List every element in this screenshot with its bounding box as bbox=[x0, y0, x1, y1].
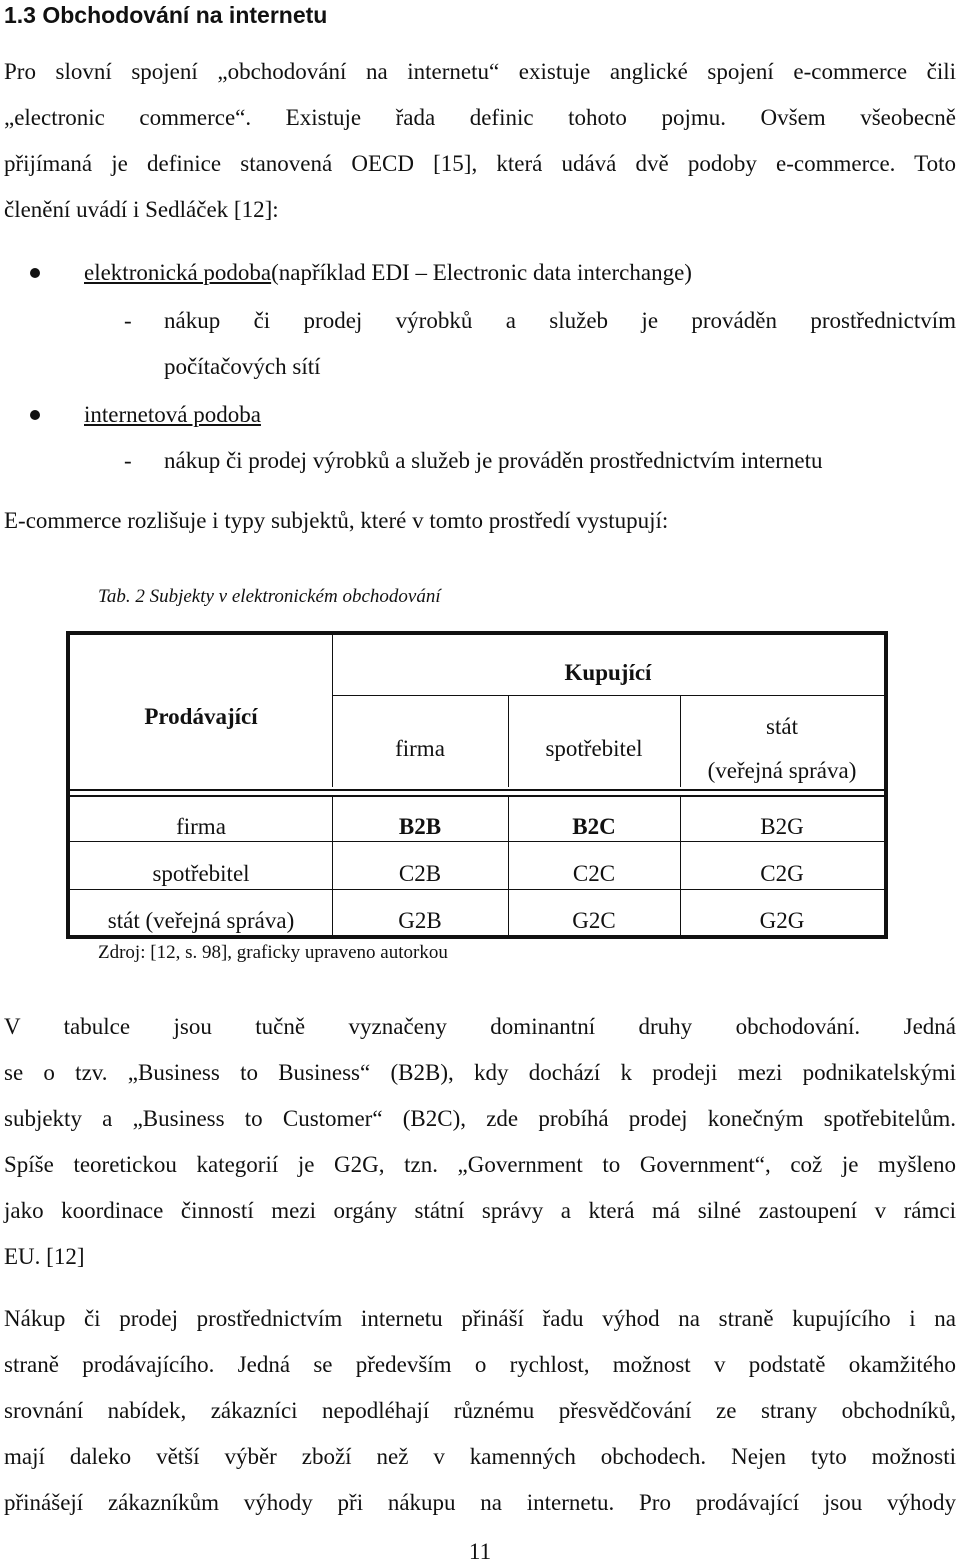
seller-header: Prodávající bbox=[144, 704, 258, 729]
paragraph-line: se o tzv. „Business to Business“ (B2B), kdy dochází k prodeji mezi podnikatelskými bbox=[4, 1060, 956, 1085]
section-heading: 1.3 Obchodování na internetu bbox=[4, 2, 328, 28]
table-cell: G2B bbox=[398, 908, 442, 933]
table-source: Zdroj: [12, s. 98], graficky upraveno autorkou bbox=[98, 942, 448, 963]
table-cell: G2G bbox=[759, 908, 805, 933]
table-caption: Tab. 2 Subjekty v elektronickém obchodování bbox=[98, 586, 441, 607]
bullet-dot-icon bbox=[30, 268, 40, 278]
row-label: stát (veřejná správa) bbox=[107, 908, 295, 933]
paragraph-line: mají daleko větší výběr zboží než v kamenných obchodech. Nejen tyto možnosti bbox=[4, 1444, 956, 1469]
table-cell: B2B bbox=[398, 814, 442, 839]
buyer-header: Kupující bbox=[564, 660, 652, 685]
intro-line: přijímaná je definice stanovená OECD [15], která udává dvě podoby e-commerce. Toto bbox=[4, 151, 956, 176]
buyer-col-spotrebitel: spotřebitel bbox=[545, 736, 643, 761]
intro-line: Pro slovní spojení „obchodování na internetu“ existuje anglické spojení e-commerce čili bbox=[4, 59, 956, 84]
table-cell: C2G bbox=[760, 861, 804, 886]
table-cell: B2G bbox=[760, 814, 804, 839]
sub-item-line: nákup či prodej výrobků a služeb je prováděn prostřednictvím bbox=[164, 308, 956, 333]
paragraph-line: V tabulce jsou tučně vyznačeny dominantní druhy obchodování. Jedná bbox=[4, 1014, 956, 1039]
paragraph-line: subjekty a „Business to Customer“ (B2C), zde probíhá prodej konečným spotřebitelům. bbox=[4, 1106, 956, 1131]
sub-item-line: počítačových sítí bbox=[164, 354, 321, 379]
table-cell: C2B bbox=[398, 861, 442, 886]
paragraph-table-explanation bbox=[4, 1004, 956, 1280]
bullet-title: internetová podoba bbox=[84, 402, 261, 427]
paragraph-line: Nákup či prodej prostřednictvím internetu přináší řadu výhod na straně kupujícího i na bbox=[4, 1306, 956, 1331]
intro-line: „electronic commerce“. Existuje řada definic tohoto pojmu. Ovšem všeobecně bbox=[4, 105, 956, 130]
paragraph-line: srovnání nabídek, zákazníci nepodléhají různému přesvědčování ze strany obchodníků, bbox=[4, 1398, 956, 1423]
paragraph-line: Spíše teoretickou kategorií je G2G, tzn. „Government to Government“, což je myšleno bbox=[4, 1152, 956, 1177]
ecommerce-sentence bbox=[4, 498, 956, 544]
dash-marker: - bbox=[124, 448, 132, 473]
paragraph-line: přinášejí zákazníkům výhody při nákupu na internetu. Pro prodávající jsou výhody bbox=[4, 1490, 956, 1515]
subjects-table bbox=[66, 631, 888, 939]
bullet-item bbox=[0, 392, 960, 438]
sub-item bbox=[124, 298, 956, 390]
row-label: spotřebitel bbox=[152, 861, 250, 886]
bullet-title bbox=[84, 250, 692, 296]
table-cell: C2C bbox=[572, 861, 616, 886]
table-cell: G2C bbox=[572, 908, 616, 933]
bullet-item bbox=[0, 250, 960, 296]
sub-item bbox=[124, 438, 956, 484]
sub-item-text bbox=[164, 298, 956, 390]
bullet-title-underlined: elektronická podoba bbox=[84, 260, 272, 285]
dash-marker: - bbox=[124, 308, 132, 333]
buyer-col-stat: stát bbox=[766, 714, 798, 739]
ecommerce-line: E-commerce rozlišuje i typy subjektů, které v tomto prostředí vystupují: bbox=[4, 508, 669, 533]
paragraph-line: jako koordinace činností mezi orgány státní správy a která má silné zastoupení v rámci bbox=[4, 1198, 956, 1223]
sub-item-text: nákup či prodej výrobků a služeb je prováděn prostřednictvím internetu bbox=[164, 448, 823, 473]
buyer-col-stat-sub: (veřejná správa) bbox=[707, 758, 857, 783]
intro-paragraph bbox=[4, 49, 956, 233]
page-number: 11 bbox=[468, 1539, 492, 1564]
table-cell: B2C bbox=[572, 814, 616, 839]
row-label: firma bbox=[176, 814, 226, 839]
bullet-dot-icon bbox=[30, 410, 40, 420]
paragraph-advantages bbox=[4, 1296, 956, 1526]
paragraph-line: EU. [12] bbox=[4, 1244, 85, 1269]
bullet-title-rest: (například EDI – Electronic data interchange) bbox=[271, 260, 692, 285]
intro-line: členění uvádí i Sedláček [12]: bbox=[4, 197, 279, 222]
paragraph-line: straně prodávajícího. Jedná se především o rychlost, možnost v podstatě okamžitého bbox=[4, 1352, 956, 1377]
buyer-col-firma: firma bbox=[395, 736, 445, 761]
